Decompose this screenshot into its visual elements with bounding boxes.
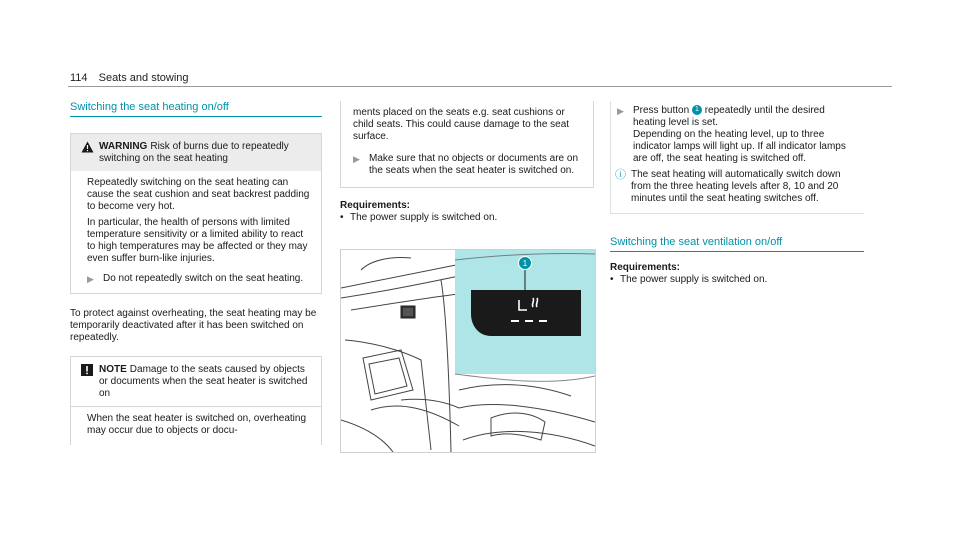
step-arrow-icon: ▶ bbox=[87, 274, 94, 284]
warning-step-text: Do not repeatedly switch on the seat heating. bbox=[103, 273, 304, 284]
note-header bbox=[71, 357, 321, 406]
warning-paragraph-2: In particular, the health of persons with limited temperature sensitivity or a limited ability to react to high temperatures may be affected or they may even suffer burn-like injuries. bbox=[87, 217, 308, 264]
warning-header bbox=[71, 134, 321, 171]
figure-callout-number: 1 bbox=[522, 259, 528, 268]
requirement-text-2: The power supply is switched on. bbox=[620, 274, 768, 285]
step-arrow-icon: ▶ bbox=[353, 154, 360, 164]
warning-body bbox=[71, 171, 321, 293]
note-label: NOTE bbox=[99, 364, 127, 375]
note-step bbox=[353, 153, 583, 177]
warning-step bbox=[87, 273, 311, 285]
note-body bbox=[71, 406, 321, 445]
note-body-text: When the seat heater is switched on, overheating may occur due to objects or docu- bbox=[87, 413, 307, 436]
page-header bbox=[70, 72, 189, 84]
press-button-text bbox=[633, 105, 856, 165]
note-continued-text: ments placed on the seats e.g. seat cushions or child seats. This could cause damage to the seat surface. bbox=[353, 107, 570, 142]
column-3 bbox=[610, 101, 864, 286]
column-2 bbox=[340, 101, 594, 224]
section-title-seat-heating: Switching the seat heating on/off bbox=[70, 101, 322, 117]
step-suffix: repeatedly until the desired heating level is set. bbox=[633, 105, 825, 128]
requirement-item-2 bbox=[610, 274, 864, 286]
note-summary: Damage to the seats caused by objects or documents when the seat heater is switched on bbox=[99, 364, 308, 399]
page-number: 114 bbox=[70, 72, 88, 84]
step-arrow-icon: ▶ bbox=[617, 106, 624, 116]
warning-label: WARNING bbox=[99, 141, 148, 152]
info-icon: ⓘ bbox=[615, 169, 626, 181]
header-divider bbox=[68, 86, 892, 87]
note-box-continued bbox=[340, 101, 594, 188]
column-1 bbox=[70, 101, 322, 445]
info-note bbox=[611, 169, 856, 205]
note-step-text: Make sure that no objects or documents are on the seats when the seat heater is switched on. bbox=[369, 153, 579, 176]
requirements-title: Requirements: bbox=[340, 200, 411, 211]
warning-summary: Risk of burns due to repeatedly switching on the seat heating bbox=[99, 141, 289, 164]
note-exclamation-icon bbox=[81, 364, 99, 400]
door-panel-drawing bbox=[341, 250, 595, 452]
seat-heating-illustration bbox=[340, 249, 596, 453]
requirement-text: The power supply is switched on. bbox=[350, 212, 498, 223]
bullet-icon: • bbox=[340, 212, 344, 223]
step-prefix: Press button bbox=[633, 105, 690, 116]
requirement-item bbox=[340, 212, 594, 224]
instruction-box bbox=[610, 101, 864, 214]
bullet-icon: • bbox=[610, 274, 614, 285]
warning-triangle-icon bbox=[81, 141, 99, 165]
press-button-step bbox=[611, 105, 856, 165]
note-text bbox=[99, 364, 311, 400]
warning-text bbox=[99, 141, 311, 165]
overheat-paragraph: To protect against overheating, the seat heating may be temporarily deactivated after it has been switched on repeatedly. bbox=[70, 308, 317, 343]
callout-1-icon: 1 bbox=[692, 105, 702, 115]
warning-box bbox=[70, 133, 322, 294]
info-text: The seat heating will automatically switch down from the three heating levels after 8, 10 and 20 minutes until the seat heating switches off. bbox=[631, 169, 841, 204]
chapter-title: Seats and stowing bbox=[98, 72, 189, 84]
note-box bbox=[70, 356, 322, 445]
step-extra: Depending on the heating level, up to three indicator lamps will light up. If all indicator lamps are off, the seat heating is switched off. bbox=[633, 129, 846, 164]
section-title-seat-ventilation: Switching the seat ventilation on/off bbox=[610, 236, 864, 252]
requirements-title-2: Requirements: bbox=[610, 262, 681, 273]
warning-paragraph-1: Repeatedly switching on the seat heating can cause the seat cushion and seat backrest padding to become very hot. bbox=[87, 177, 310, 212]
